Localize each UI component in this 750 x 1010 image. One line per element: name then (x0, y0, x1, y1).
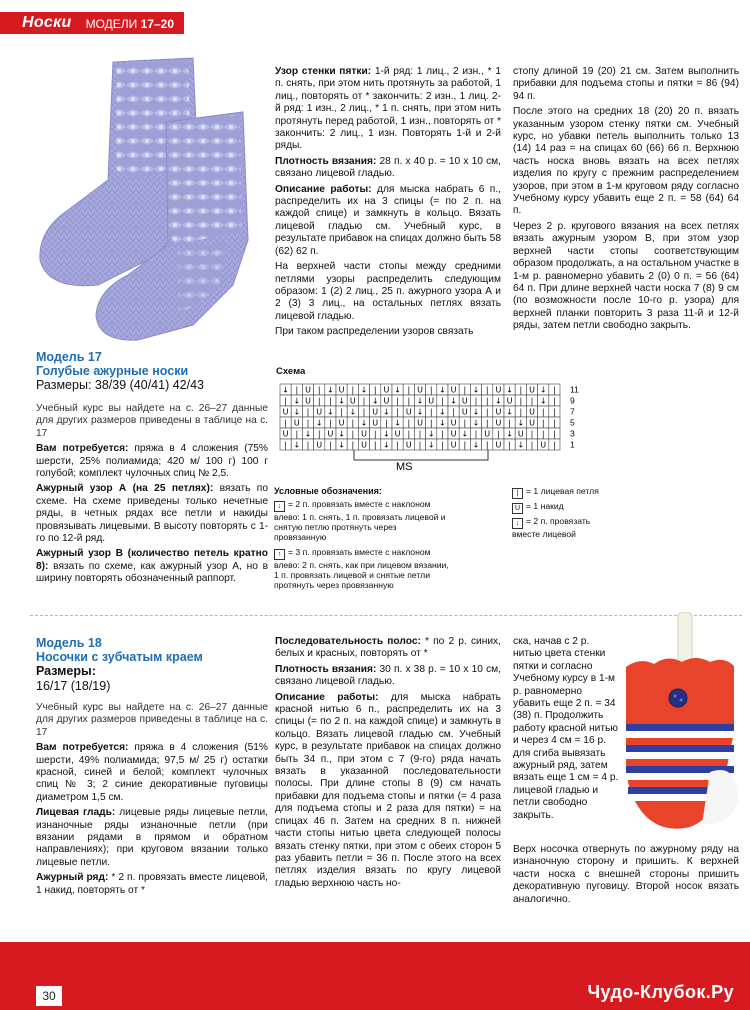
chart-symbol: ↓ (439, 407, 446, 417)
chart-symbol: | (463, 418, 467, 428)
model18-density: Плотность вязания: 30 п. x 38 р. = 10 x 10 см, связано лицевой гладью. (275, 663, 501, 688)
chart-symbol: ↓ (439, 418, 446, 428)
model17-description: Описание работы: для мыска набрать 6 п., распределить их на 3 спицы (= по 2 п. на каждой спице) и замкнуть в кольцо. Вязать лицевой гладью см. Учебный курс, в результате прибавок на спицах должно быть 58 (62) 62 п. (275, 183, 501, 257)
chart-symbol: | (530, 396, 534, 406)
k3tog-icon: ↑ (274, 549, 285, 560)
chart-symbol: | (396, 440, 399, 450)
chart-symbol: U (450, 429, 457, 439)
chart-symbol: | (429, 418, 433, 428)
chart-symbol: | (519, 396, 523, 406)
chart-symbol: | (418, 440, 422, 450)
chart-symbol: ↓ (506, 429, 513, 439)
chart-row-number: 9 (570, 395, 575, 406)
chart-symbol: | (429, 407, 433, 417)
model17-distribution: При таком распределении узоров связать (275, 326, 474, 338)
chart-symbol: | (485, 418, 489, 428)
button-icon (669, 689, 687, 707)
model18-title: Модель 18 (36, 636, 102, 650)
chart-symbol: ↓ (427, 440, 435, 450)
chart-symbol: | (317, 429, 321, 439)
page-number: 30 (36, 986, 62, 1006)
model17-c3-p2: После этого на средних 18 (20) 20 п. вязать указанным узором стенку пятки см. Учебный курс, но убавки петель выполнить только 13 (14) 14 раз = на спицах 60 (66) 66 п. Верхнюю часть носка вновь вязать на всех петлях изделия по кругу с прежним распределением узоров, при этом в 1-м круговом ряду согласно Учебному курсу убавить еще 2 п. = 58 (64) 64 п. (513, 106, 739, 217)
chart-symbol: | (351, 418, 355, 428)
chart-symbol: | (519, 407, 523, 417)
chart-symbol: U (349, 396, 356, 406)
model17-intro: Учебный курс вы найдете на с. 26–27 данные для других размеров приведены в таблице на с. 17 (36, 403, 268, 439)
chart-symbol: | (396, 407, 399, 417)
knitting-chart (274, 378, 594, 478)
chart-symbol: U (305, 385, 311, 395)
chart-symbol: | (485, 407, 489, 417)
chart-symbol: U (316, 440, 323, 450)
models-range: МОДЕЛИ 17–20 (80, 12, 184, 34)
chart-symbol: | (541, 407, 545, 417)
model17-pattern-b: Ажурный узор В (количество петель кратно 8): вязать по схеме, как ажурный узор А, но в ширину повторять обозначенный раппорт. (36, 548, 268, 585)
chart-symbol: ↓ (394, 418, 401, 428)
chart-symbol: | (553, 385, 556, 395)
chart-symbol: ↓ (293, 407, 301, 417)
chart-symbol: | (340, 407, 343, 417)
chart-symbol: U (461, 407, 468, 417)
chart-symbol: U (450, 385, 457, 395)
model17-sizes: Размеры: 38/39 (40/41) 42/43 (36, 378, 205, 392)
chart-symbol: U (361, 440, 367, 450)
model18-sizes: 16/17 (18/19) (36, 679, 111, 693)
site-watermark: Чудо-Клубок.Ру (587, 982, 734, 1002)
chart-row-number: 1 (570, 439, 575, 450)
chart-symbol: | (474, 396, 478, 406)
chart-symbol: ↓ (315, 418, 323, 428)
footer-bar (0, 942, 750, 1010)
model18-stripes: Последовательность полос: * по 2 р. синих, белых и красных, повторять от * (275, 636, 501, 660)
chart-symbol: | (407, 429, 411, 439)
chart-symbol: | (407, 385, 411, 395)
chart-symbol: | (306, 407, 310, 417)
chart-symbol: | (295, 385, 299, 395)
chart-symbol: | (396, 396, 399, 406)
chart-symbol: U (417, 418, 423, 428)
chart-symbol: U (338, 418, 345, 428)
model18-subtitle: Носочки с зубчатым краем (36, 650, 203, 664)
chart-symbol: ↓ (506, 407, 513, 417)
chart-symbol: | (463, 385, 467, 395)
model18-lace: Ажурный ряд: * 2 п. провязать вместе лицевой, 1 накид, повторять от * (36, 872, 268, 896)
chart-row-number: 11 (570, 384, 579, 395)
chart-symbol: ↓ (461, 429, 469, 439)
chart-symbol: | (329, 418, 332, 428)
chart-symbol: U (450, 418, 457, 428)
chart-symbol: | (553, 418, 556, 428)
chart-symbol: U (495, 385, 502, 395)
chart-symbol: | (541, 418, 545, 428)
chart-symbol: | (508, 418, 511, 428)
chart-symbol: U (529, 385, 535, 395)
legend-k2tog-right: ↓ = 2 п. провязать вместе с наклоном влево: 1 п. снять, 1 п. провязать лицевой и снятую петлю протянуть через провязанную (274, 499, 446, 542)
chart-symbol: | (362, 407, 366, 417)
repeat-label: MS (396, 461, 413, 473)
chart-symbol: | (530, 429, 534, 439)
yarn-over-icon: U (512, 503, 523, 514)
chart-symbol: | (329, 396, 332, 406)
chart-symbol: | (284, 440, 287, 450)
chart-symbol: | (362, 396, 366, 406)
chart-symbol: U (428, 396, 435, 406)
chart-label: Схема (276, 366, 306, 377)
model17-c3-p1: стопу длиной 19 (20) 21 см. Затем выполнить прибавки для подъема стопы и пятки = 86 (94) 94 п. (513, 66, 739, 102)
model18-stst: Лицевая гладь: лицевые ряды лицевые петли, изнаночные ряды изнаночные петли (при вязании рядами в прямом и обратном направлениях); при круговом вязании только лицевые петли. (36, 807, 268, 868)
model18-c3-p1: ска, начав с 2 р. нитью цвета стенки пятки и согласно Учебному курсу в 1-м р. равномерно убавить еще 2 п. = 34 (38) п. Продолжить работу красной нитью и через 4 см = 16 р. для сгиба вывязать ажурный ряд, затем вязать еще 1 см = 4 р. лицевой гладью и петли свободно закрыть. (513, 636, 619, 821)
chart-symbol: ↓ (338, 429, 345, 439)
chart-symbol: | (553, 440, 556, 450)
chart-symbol: ↓ (517, 440, 525, 450)
chart-symbol: | (463, 440, 467, 450)
chart-symbol: U (372, 418, 379, 428)
legend-knit: | = 1 лицевая петля (512, 486, 642, 499)
k2tog-left-icon: ↓ (274, 501, 285, 512)
chart-symbol: U (484, 429, 491, 439)
chart-symbol: ↓ (416, 407, 424, 417)
chart-symbol: U (372, 407, 379, 417)
model17-middle-column (275, 66, 501, 342)
chart-symbol: | (351, 385, 355, 395)
chart-symbol: | (508, 440, 511, 450)
chart-symbol: ↓ (338, 396, 345, 406)
chart-symbol: ↓ (416, 396, 424, 406)
chart-symbol: U (517, 429, 524, 439)
chart-symbol: ↓ (539, 385, 547, 395)
chart-symbol: ↓ (450, 396, 457, 406)
repeat-bracket (354, 450, 488, 460)
chart-symbol: ↓ (383, 407, 390, 417)
chart-symbol: ↓ (360, 418, 368, 428)
chart-symbol: U (383, 396, 390, 406)
chart-symbol: | (485, 440, 489, 450)
model18-left-column (36, 636, 268, 900)
chart-symbol: | (407, 396, 411, 406)
chart-symbol: U (495, 407, 502, 417)
chart-symbol: U (361, 429, 367, 439)
model17-materials: Вам потребуется: пряжа в 4 сложения (75% шерсти, 25% полиамида; 420 м/ 100 г) 100 г голубой; комплект чулочных спиц № 2,5. (36, 443, 268, 480)
chart-symbol: U (383, 385, 390, 395)
chart-symbol: | (519, 385, 523, 395)
chart-symbol: ↓ (293, 440, 301, 450)
chart-row-numbers (570, 385, 579, 450)
chart-symbol: U (450, 440, 457, 450)
chart-symbol: U (282, 407, 289, 417)
legend-yo: U = 1 накид (512, 501, 642, 514)
chart-symbol: ↓ (472, 418, 480, 428)
chart-symbol: ↓ (495, 396, 502, 406)
chart-symbol: | (441, 396, 444, 406)
chart-symbol: ↓ (360, 385, 368, 395)
chart-symbol: ↓ (427, 429, 435, 439)
chart-symbol: U (529, 418, 535, 428)
chart-symbol: ↓ (304, 429, 312, 439)
chart-symbol: | (284, 396, 287, 406)
legend-title: Условные обозначения: (274, 486, 382, 496)
chart-symbol: | (407, 418, 411, 428)
chart-symbol: U (394, 429, 401, 439)
chart-symbol: | (452, 407, 455, 417)
chart-symbol: | (530, 440, 534, 450)
model17-heel: Узор стенки пятки: 1-й ряд: 1 лиц., 2 изн., * 1 п. снять, при этом нить протянуть за работой, 1 лиц., повторять от * закончить: 2 изн., 1 лиц. 2-й ряд: 1 изн., 2 лиц., * 1 п. снять, при этом нить протянуть перед работой, 1 изн., повторять от * закончить: 2 лиц., 1 изн. Повторять 1-й и 2-й ряды. (275, 66, 501, 152)
chart-symbol: ↓ (472, 407, 480, 417)
chart-symbol: ↓ (293, 396, 301, 406)
chart-symbol: ↓ (394, 385, 401, 395)
chart-symbol: ↓ (349, 407, 357, 417)
chart-symbol: U (327, 429, 334, 439)
chart-symbol: ↓ (472, 440, 480, 450)
chart-symbol: ↓ (517, 418, 525, 428)
knit-stitch-icon: | (512, 488, 523, 499)
chart-symbol: U (495, 440, 502, 450)
chart-symbol: | (429, 385, 433, 395)
chart-symbol: ↓ (327, 385, 334, 395)
chart-grid (280, 384, 560, 450)
model17-density: Плотность вязания: 28 п. x 40 р. = 10 x 10 см, связано лицевой гладью. (275, 155, 501, 180)
section-title: Носки (0, 12, 80, 34)
chart-symbol: ↓ (338, 440, 345, 450)
model18-sizes-head: Размеры: (36, 664, 96, 678)
chart-symbol: U (495, 418, 502, 428)
chart-symbol: | (485, 385, 489, 395)
chart-symbol: | (441, 440, 444, 450)
chart-symbol: U (529, 407, 535, 417)
chart-symbol: ↓ (327, 407, 334, 417)
model17-subtitle: Голубые ажурные носки (36, 364, 189, 378)
chart-symbol: U (506, 396, 513, 406)
chart-symbol: ↓ (439, 385, 446, 395)
chart-symbol: U (405, 440, 412, 450)
model17-c3-p3: Через 2 р. кругового вязания на всех петлях вязать ажурным узором В, при этом узор верхней части стопы соответствующим образом продолжать, а на остальном участке в 1-м р. равномерно убавить 2 (0) 0 п. = 56 (64) 64 п. При длине верхней части носка 7 (8) 9 см (по возможности после 10-го р. узора) для верхней планки повторить 3 раза 11-й и 12-й ряды, затем петли свободно закрыть. (513, 220, 739, 332)
chart-symbol: ↓ (539, 396, 547, 406)
model18-description: Описание работы: для мыска набрать красной нитью 6 п., распределить их на 3 спицы (= по 2 п. на каждой спице) и замкнуть в кольцо. Вязать лицевой гладью см. Учебный курс, в результате прибавок на спицах должно быть 34 п., при этом с 7 (9-го) ряда начать вязать в указанной последовательности полосы. При длине стопы 8 (9) см начать прибавки для подъема стопы и пятки (= 4 раза для подъема стопы и 2 раза для пятки) = на спицах 46 п. Затем на средних 8 п. нижней части стопы нитью цвета следующей полосы вязать стенку пятки, при этом с обеих сторон 5 раз убавить петли = 36 п. После этого на всех петлях изделия вязать по кругу лицевой гладью верхнюю часть но- (275, 691, 501, 889)
chart-symbol: ↓ (383, 440, 390, 450)
model17-right-column (513, 66, 739, 336)
chart-row-number: 5 (570, 417, 575, 428)
chart-symbol: | (553, 429, 556, 439)
blue-socks-photo (28, 50, 268, 345)
model18-intro: Учебный курс вы найдете на с. 26–27 данные для других размеров приведены в таблице на с. 17 (36, 702, 268, 738)
chart-symbol: | (351, 429, 355, 439)
legend-k3tog: ↑ = 3 п. провязать вместе с наклоном влево: 2 п. снять, как при лицевом вязании, 1 п. провязать лицевой и снятые петли протянуть через провязанную (274, 547, 449, 590)
chart-symbol: ↓ (371, 396, 379, 406)
k2tog-icon: ↓ (512, 518, 523, 529)
chart-symbol: | (306, 440, 310, 450)
chart-symbol: ↓ (383, 429, 390, 439)
chart-symbol: | (329, 440, 332, 450)
chart-symbol: | (373, 385, 377, 395)
legend-k2tog: ↓ = 2 п. провязать вместе лицевой (512, 516, 591, 539)
chart-symbol: U (405, 407, 412, 417)
chart-symbol: U (338, 385, 345, 395)
chart-symbol: U (316, 407, 323, 417)
chart-symbol: ↓ (472, 385, 480, 395)
chart-symbol: U (540, 440, 547, 450)
chart-symbol: | (373, 440, 377, 450)
chart-row-number: 3 (570, 428, 575, 439)
chart-symbol: | (385, 418, 388, 428)
chart-symbol: | (351, 440, 355, 450)
chart-symbol: | (295, 429, 299, 439)
chart-symbol: | (284, 418, 287, 428)
model17-left-column (36, 350, 268, 589)
chart-symbol: ↓ (282, 385, 289, 395)
model18-right-column-top (513, 636, 621, 825)
model18-c3-p2: Верх носочка отвернуть по ажурному ряду на изнаночную сторону и пришить. К верхней части носка с внешней стороны пришить декоративную пуговицу. Второй носок вязать аналогично. (513, 844, 739, 905)
chart-symbol: U (461, 396, 468, 406)
chart-symbol: U (293, 418, 300, 428)
chart-symbol: | (553, 407, 556, 417)
chart-symbol: | (441, 429, 444, 439)
model18-materials: Вам потребуется: пряжа в 4 сложения (51% шерсти, 49% полиамида; 97,5 м/ 25 г) остатки красной, синей и белой; комплект чулочных спиц № 3; 2 синие декоративные пуговицы диаметром 1,5 см. (36, 742, 268, 803)
chart-symbol: U (282, 429, 289, 439)
chart-symbol: | (306, 418, 310, 428)
model17-upper: На верхней части стопы между средними петлями узоры распределить следующим образом: 1 (2) 2 лиц., 25 п. ажурного узора А и 2 (3) 3 лиц., на остальных петлях вязать лицевой гладью. (275, 261, 501, 322)
chart-symbol: | (541, 429, 545, 439)
chart-symbol: | (474, 429, 478, 439)
model18-middle-column (275, 636, 501, 893)
chart-symbol: | (317, 396, 321, 406)
chart-symbol: | (497, 429, 500, 439)
chart-symbol: | (553, 396, 556, 406)
section-header (0, 12, 184, 34)
chart-symbol: ↓ (506, 385, 513, 395)
striped-sock-photo (620, 612, 744, 837)
chart-symbol: | (418, 429, 422, 439)
chart-symbol: U (305, 396, 311, 406)
chart-symbol: U (417, 385, 423, 395)
model17-pattern-a: Ажурный узор А (на 25 петлях): вязать по схеме. На схеме приведены только нечетные ряды, в четных рядах все петли и накиды провязывать лицевыми. В высоту повторять с 1-го по 12-й ряд. (36, 483, 268, 545)
model17-title: Модель 17 (36, 350, 102, 364)
chart-symbol: | (485, 396, 489, 406)
chart-row-number: 7 (570, 406, 575, 417)
model18-right-column-bottom (513, 844, 739, 909)
chart-symbol: | (317, 385, 321, 395)
chart-symbol: | (373, 429, 377, 439)
